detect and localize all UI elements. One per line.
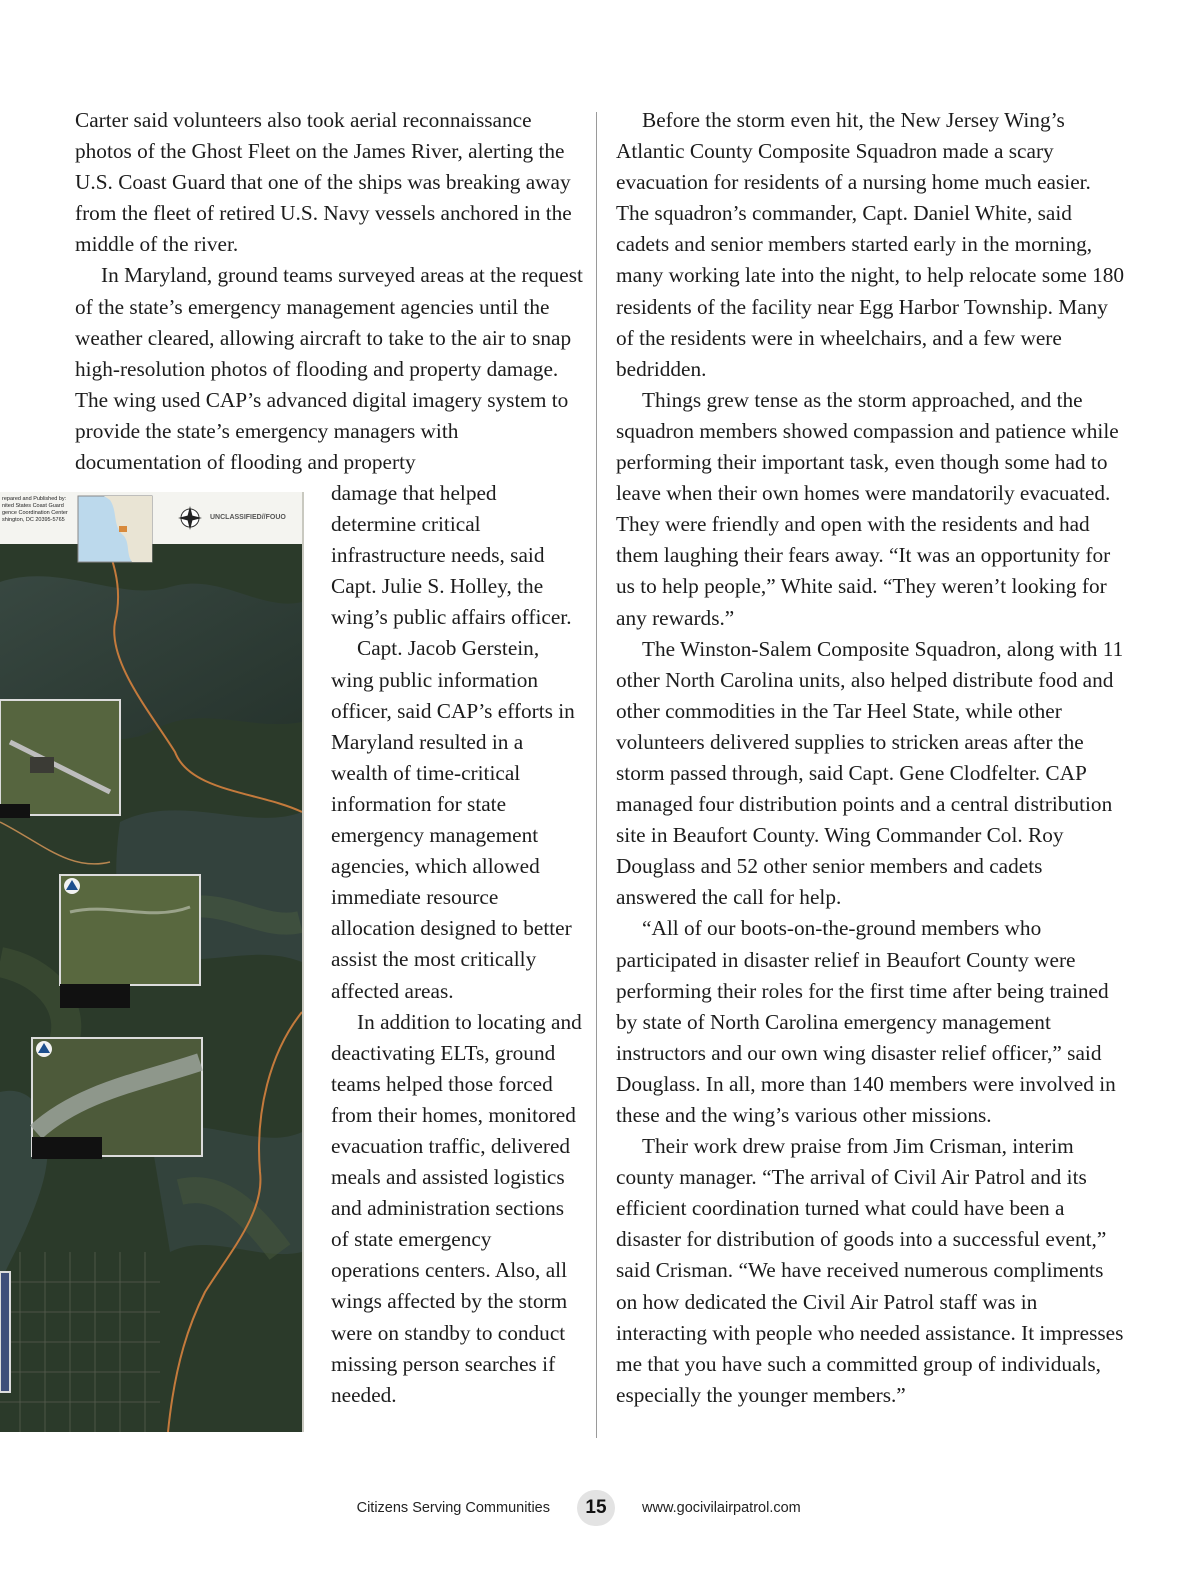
body-paragraph: Before the storm even hit, the New Jersey Wing’s Atlantic County Composite Squadron made a scary evacuation for residents of a nursing home much easier. The squadron’s commander, Capt. Daniel White, said cadets and senior members started early in the morning, many working late into the night, to help relocate some 180 residents of the facility near Egg Harbor Township. Many of the residents were in wheelchairs, and a few were bedridden. <box>616 108 1125 381</box>
body-paragraph: damage that helped determine critical infrastructure needs, said Capt. Julie S. Holley, the wing’s public affairs officer. <box>331 481 572 630</box>
map-header-text <box>2 496 76 524</box>
body-paragraph: Their work drew praise from Jim Crisman, interim county manager. “The arrival of Civil Air Patrol and its efficient coordination turned what could have been a disaster for distribution of goods into a successful event,” said Crisman. “We have received numerous compliments on how dedicated the Civil Air Patrol staff was in interacting with people who needed assistance. It impresses me that you have such a committed group of individuals, especially the younger members.” <box>616 1134 1124 1407</box>
body-paragraph: Capt. Jacob Gerstein, wing public information officer, said CAP’s efforts in Maryland resulted in a wealth of time-critical information for state emergency management agencies, which allowed immediate resource allocation designed to better assist the most critically affected areas. <box>331 636 575 1003</box>
body-paragraph: Carter said volunteers also took aerial reconnaissance photos of the Ghost Fleet on the James River, alerting the U.S. Coast Guard that one of the ships was breaking away from the fleet of retired U.S. Navy vessels anchored in the middle of the river. <box>75 108 572 257</box>
right-column <box>616 105 1128 1411</box>
body-paragraph: In addition to locating and deactivating ELTs, ground teams helped those forced from their homes, monitored evacuation traffic, delivered meals and assisted logistics and administration sections of state emergency operations centers. Also, all wings affected by the storm were on standby to conduct missing person searches if needed. <box>331 1009 582 1407</box>
body-paragraph: “All of our boots-on-the-ground members who participated in disaster relief in Beaufort County were performing their roles for the first time after being trained by state of North Carolina emergency management instructors and our own wing disaster relief officer,” said Douglass. In all, more than 140 members were involved in these and the wing’s various other missions. <box>616 916 1116 1127</box>
map-header-line: repared and Published by: <box>2 496 67 502</box>
map-header-line: shington, DC 20395-5765 <box>2 517 65 523</box>
body-paragraph: The Winston-Salem Composite Squadron, along with 11 other North Carolina units, also helped distribute food and other commodities in the Tar Heel State, while other volunteers delivered supplies to stricken areas after the storm passed through, said Capt. Gene Clodfelter. CAP managed four distribution points and a central distribution site in Beaufort County. Wing Commander Col. Roy Douglass and 52 other senior members and cadets answered the call for help. <box>616 636 1124 910</box>
left-column-top <box>75 105 585 478</box>
map-header-line: gence Coordination Center <box>2 510 68 516</box>
page-footer <box>0 1490 1200 1530</box>
imagery-map-figure <box>0 492 304 1432</box>
body-paragraph: Things grew tense as the storm approached, and the squadron members showed compassion and patience while performing their important task, even though some had to leave when their own homes were mandatorily evacuated. They were friendly and open with the residents and had them laughing their fears away. “It was an opportunity for us to help people,” White said. “They weren’t looking for any rewards.” <box>616 387 1119 630</box>
column-divider <box>596 112 597 1438</box>
page-number: 15 <box>577 1490 615 1526</box>
body-paragraph: In Maryland, ground teams surveyed areas at the request of the state’s emergency management agencies until the weather cleared, allowing aircraft to take to the air to snap high-resolution photos of flooding and property damage. The wing used CAP’s advanced digital imagery system to provide the state’s emergency managers with documentation of flooding and property <box>75 263 583 475</box>
footer-tagline: Citizens Serving Communities <box>356 1500 550 1516</box>
left-column-narrow <box>331 478 585 1411</box>
footer-website: www.gocivilairpatrol.com <box>642 1500 801 1516</box>
map-classification-label: UNCLASSIFIED//FOUO <box>210 514 286 521</box>
map-graphic <box>0 492 302 1432</box>
map-header-line: nited States Coast Guard <box>2 503 64 509</box>
